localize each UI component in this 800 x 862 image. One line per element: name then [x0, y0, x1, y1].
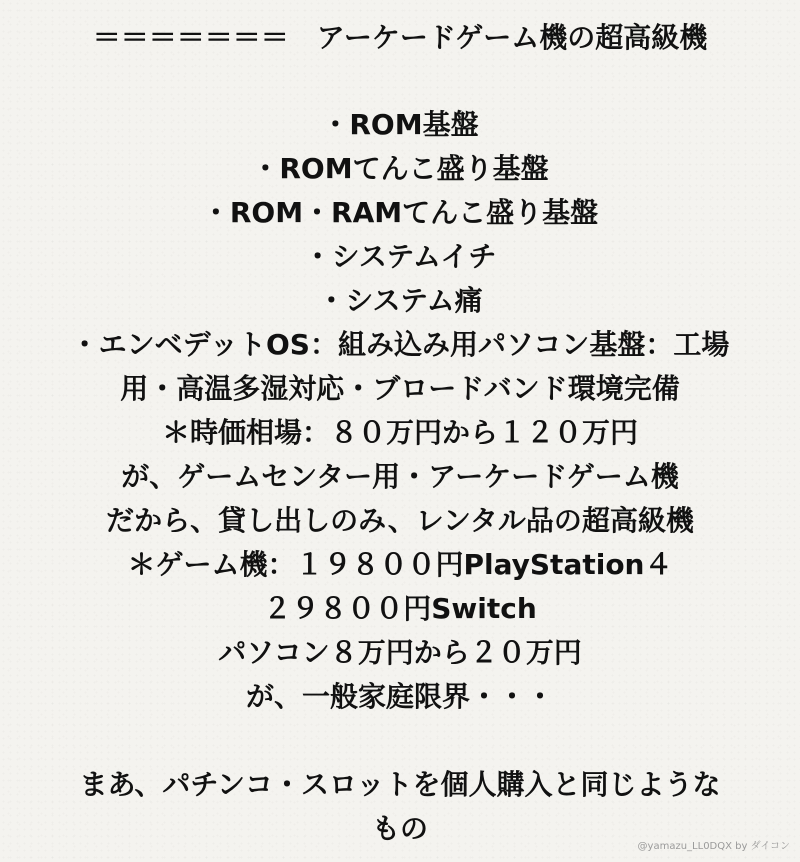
- watermark: @yamazu_LL0DQX by ダイコン: [637, 841, 790, 852]
- price-line: パソコン８万円から２０万円: [218, 636, 582, 669]
- text-line: ・エンベデットOS：組み込み用パソコン基盤：工場: [70, 328, 730, 361]
- text-line: が、ゲームセンター用・アーケードゲーム機: [121, 460, 679, 493]
- price-line: ＊時価相場：８０万円から１２０万円: [161, 416, 638, 449]
- price-line: ２９８００円Switch: [263, 592, 537, 625]
- text-line: 用・高温多湿対応・ブロードバンド環境完備: [120, 372, 680, 405]
- price-line: ＊ゲーム機：１９８００円PlayStation４: [127, 548, 673, 581]
- text-line: もの: [371, 812, 428, 845]
- title-line: ＝＝＝＝＝＝＝ アーケードゲーム機の超高級機: [92, 21, 708, 54]
- text-line: ・ROMてんこ盛り基盤: [251, 152, 549, 185]
- text-line: ・ROM基盤: [321, 108, 479, 141]
- text-line: だから、貸し出しのみ、レンタル品の超高級機: [106, 504, 694, 537]
- text-line: ・システム痛: [317, 284, 483, 317]
- text-line: まあ、パチンコ・スロットを個人購入と同じような: [79, 768, 721, 801]
- text-line: が、一般家庭限界・・・: [245, 680, 554, 713]
- text-line: ・システムイチ: [303, 240, 497, 273]
- text-line: ・ROM・RAMてんこ盛り基盤: [201, 196, 599, 229]
